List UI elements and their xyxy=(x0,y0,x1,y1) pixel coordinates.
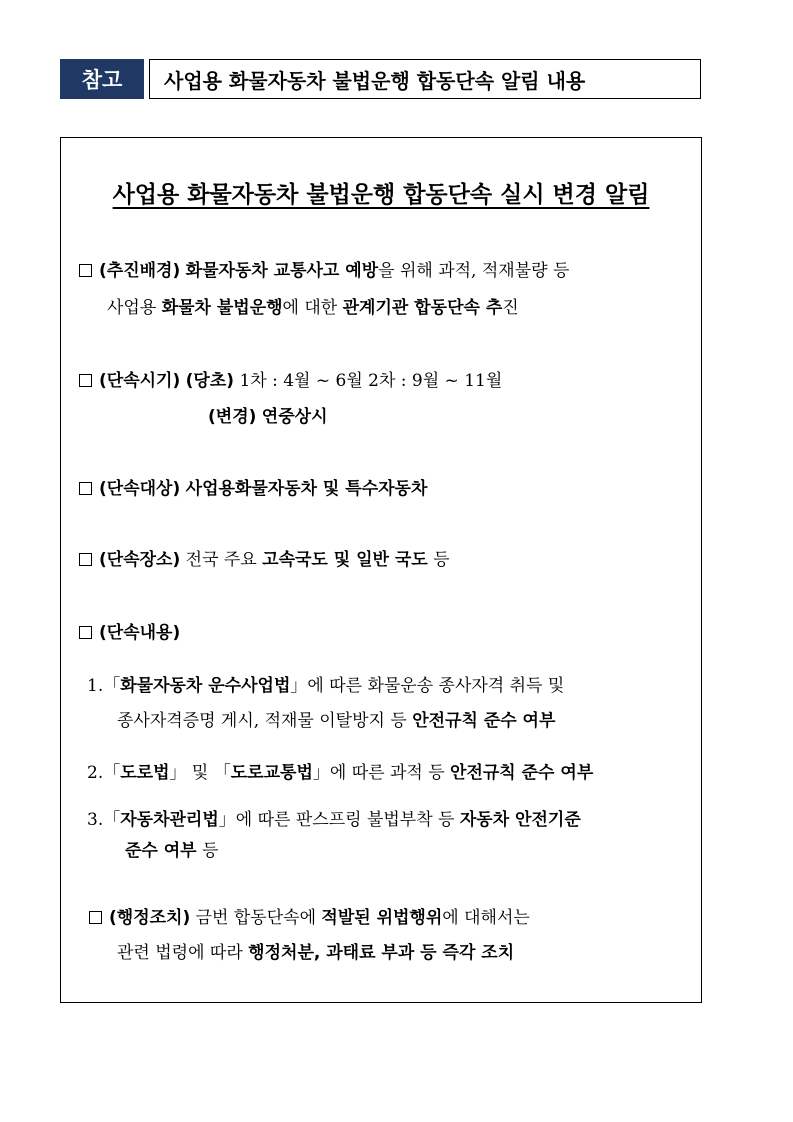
reference-badge: 참고 xyxy=(60,59,144,99)
period-line-2 xyxy=(208,402,328,427)
content-item-1-line-2 xyxy=(117,706,555,731)
period-change-label: (변경) xyxy=(208,407,257,427)
checkbox-icon xyxy=(79,374,92,387)
item-2-mid: 및 xyxy=(186,763,214,783)
item-2-law-2: 도로교통법 xyxy=(230,763,313,783)
background-label: (추진배경) xyxy=(99,261,181,281)
content-item-2 xyxy=(87,758,593,783)
quote-close: 」 xyxy=(169,763,187,783)
content-item-3-line-1 xyxy=(87,805,581,830)
background-text-2: 을 위해 과적, 적재불량 등 xyxy=(378,261,570,281)
item-3-text-3: 준수 여부 xyxy=(125,841,197,861)
action-text-1: 금번 합동단속에 xyxy=(190,908,322,928)
item-2-text-1: 에 따른 과적 등 xyxy=(329,763,451,783)
action-text-5: 행정처분, 과태료 부과 등 즉각 조치 xyxy=(248,943,515,963)
checkbox-icon xyxy=(89,911,102,924)
item-3-law: 자동차관리법 xyxy=(120,810,219,830)
header-title: 사업용 화물자동차 불법운행 합동단속 알림 내용 xyxy=(149,59,701,99)
item-1-number: 1. xyxy=(87,676,104,696)
background-text-6: 관계기관 합동단속 추 xyxy=(342,298,503,318)
item-3-text-2: 자동차 안전기준 xyxy=(459,810,581,830)
background-line-1 xyxy=(79,256,569,281)
action-text-2: 적발된 위법행위 xyxy=(321,908,443,928)
item-2-law-1: 도로법 xyxy=(120,763,170,783)
quote-open: 「 xyxy=(103,676,121,696)
background-line-2 xyxy=(107,293,519,318)
content-item-1-line-1 xyxy=(87,671,564,696)
place-text-2: 고속국도 및 일반 국도 xyxy=(262,550,428,570)
item-2-text-2: 안전규칙 준수 여부 xyxy=(450,763,594,783)
target-line xyxy=(79,474,427,499)
place-text-1: 전국 주요 xyxy=(185,550,263,570)
period-orig-value: 1차 : 4월 ~ 6월 2차 : 9월 ~ 11월 xyxy=(239,371,503,391)
item-1-text-2: 종사자격증명 게시, 적재물 이탈방지 등 xyxy=(117,711,413,731)
background-text-5: 에 대한 xyxy=(282,298,343,318)
action-text-3: 에 대해서는 xyxy=(442,908,530,928)
target-value: 사업용화물자동차 및 특수자동차 xyxy=(185,479,428,499)
action-text-4: 관련 법령에 따라 xyxy=(117,943,249,963)
period-change-value: 연중상시 xyxy=(261,407,328,427)
place-text-3: 등 xyxy=(427,550,450,570)
notice-title: 사업용 화물자동차 불법운행 합동단속 실시 변경 알림 xyxy=(112,182,650,208)
checkbox-icon xyxy=(79,626,92,639)
checkbox-icon xyxy=(79,553,92,566)
period-label: (단속시기) xyxy=(99,371,181,391)
place-line xyxy=(79,545,450,570)
action-line-1 xyxy=(89,903,530,928)
item-3-text-1: 에 따른 판스프링 불법부착 등 xyxy=(235,810,460,830)
background-text-3: 사업용 xyxy=(107,298,162,318)
item-1-law: 화물자동차 운수사업법 xyxy=(120,676,291,696)
notice-box xyxy=(60,137,702,1003)
item-2-number: 2. xyxy=(87,763,104,783)
quote-close: 」 xyxy=(312,763,330,783)
content-item-3-line-2 xyxy=(125,836,218,861)
action-label: (행정조치) xyxy=(109,908,191,928)
place-label: (단속장소) xyxy=(99,550,181,570)
checkbox-icon xyxy=(79,482,92,495)
action-line-2 xyxy=(117,938,514,963)
quote-close: 」 xyxy=(218,810,236,830)
target-label: (단속대상) xyxy=(99,479,181,499)
quote-open: 「 xyxy=(103,763,121,783)
item-1-text-3: 안전규칙 준수 여부 xyxy=(412,711,556,731)
content-label: (단속내용) xyxy=(99,623,181,643)
period-line-1 xyxy=(79,366,502,391)
background-text-7: 진 xyxy=(502,298,519,318)
background-text-1: 화물자동차 교통사고 예방 xyxy=(185,261,379,281)
checkbox-icon xyxy=(79,264,92,277)
content-line xyxy=(79,618,180,643)
quote-open: 「 xyxy=(103,810,121,830)
period-orig-label: (당초) xyxy=(185,371,235,391)
item-1-text-1: 에 따른 화물운송 종사자격 취득 및 xyxy=(307,676,565,696)
item-3-number: 3. xyxy=(87,810,104,830)
background-text-4: 화물차 불법운행 xyxy=(161,298,283,318)
item-3-text-4: 등 xyxy=(196,841,219,861)
quote-open: 「 xyxy=(213,763,231,783)
quote-close: 」 xyxy=(290,676,308,696)
